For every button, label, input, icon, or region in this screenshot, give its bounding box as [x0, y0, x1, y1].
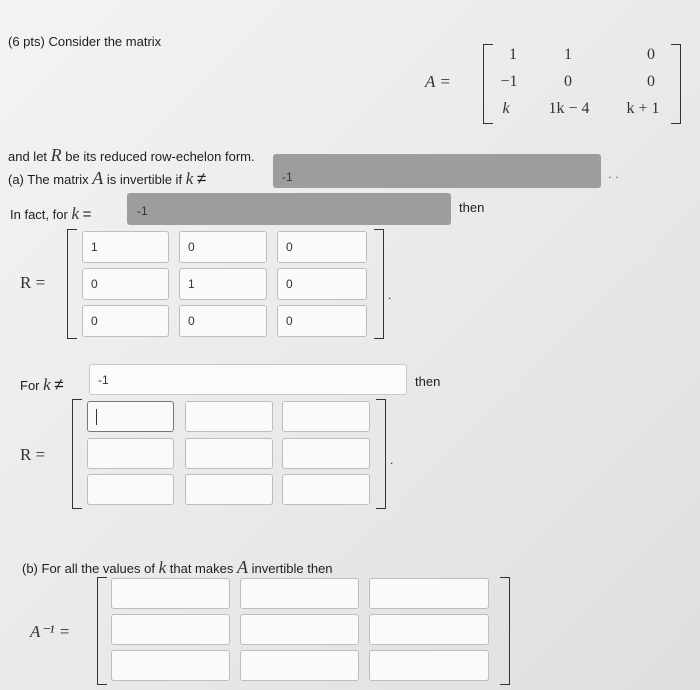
part-b-pre: (b) For all the values of — [22, 561, 155, 576]
part-a-line2-pre: In fact, for — [10, 207, 68, 222]
matrix-a-cell: 0 — [647, 46, 655, 63]
part-a-line1-trail: . . — [608, 166, 619, 181]
rref-sentence-post: be its reduced row-echelon form. — [65, 149, 255, 164]
matrix-a-right-bracket — [671, 44, 681, 124]
inverse-left-bracket — [97, 577, 107, 685]
matrix-a-cell: 0 — [564, 73, 572, 90]
r1-cell[interactable]: 0 — [82, 305, 169, 337]
matrix-a-cell: 0 — [647, 73, 655, 90]
r2-cell[interactable] — [87, 474, 174, 505]
answer-k-singular-value: -1 — [137, 204, 148, 218]
matrix-a-cell: −1 — [500, 73, 518, 90]
matrix-a-cell: k + 1 — [626, 100, 660, 117]
r1-cell[interactable]: 0 — [179, 305, 267, 337]
r2-period: . — [390, 453, 394, 467]
r2-cell-active[interactable] — [87, 401, 174, 432]
r2-label: R = — [20, 445, 46, 464]
r2-cell[interactable] — [282, 474, 370, 505]
part-a-line3 — [20, 375, 64, 395]
var-k: k — [185, 169, 194, 188]
r1-cell[interactable]: 0 — [277, 305, 367, 337]
neq-symbol: ≠ — [196, 169, 207, 188]
r1-cell[interactable]: 1 — [82, 231, 169, 263]
r2-left-bracket — [72, 399, 82, 509]
r2-cell[interactable] — [282, 401, 370, 432]
var-r: R — [50, 145, 62, 165]
r2-cell[interactable] — [185, 474, 273, 505]
inverse-right-bracket — [500, 577, 510, 685]
inverse-cell[interactable] — [111, 650, 230, 681]
inverse-cell[interactable] — [240, 650, 359, 681]
var-a: A — [92, 168, 104, 188]
part-a-line2 — [10, 204, 91, 224]
matrix-a-label: A = — [425, 72, 451, 91]
r1-cell[interactable]: 0 — [277, 231, 367, 263]
inverse-cell[interactable] — [111, 614, 230, 645]
r1-cell[interactable]: 0 — [82, 268, 169, 300]
neq-symbol: ≠ — [54, 375, 64, 394]
then-label: then — [459, 200, 485, 215]
r2-right-bracket — [376, 399, 386, 509]
var-k: k — [71, 204, 79, 223]
r2-cell[interactable] — [185, 438, 273, 469]
inverse-cell[interactable] — [369, 578, 489, 609]
matrix-a-cell: 1k − 4 — [548, 100, 590, 117]
inverse-label: A⁻¹ = — [30, 622, 71, 641]
part-b-mid: that makes — [169, 561, 234, 576]
part-b-text — [22, 557, 333, 578]
matrix-a-cell: 1 — [509, 46, 517, 63]
var-k: k — [158, 558, 167, 577]
rref-sentence-pre: and let — [8, 149, 48, 164]
r1-label: R = — [20, 273, 46, 292]
answer-k-invertible-field[interactable] — [273, 154, 601, 188]
matrix-a-left-bracket — [483, 44, 493, 124]
then-label: then — [415, 374, 441, 389]
part-a-line1-mid: is invertible if — [106, 172, 183, 187]
r2-cell[interactable] — [185, 401, 273, 432]
r1-cell[interactable]: 1 — [179, 268, 267, 300]
inverse-cell[interactable] — [111, 578, 230, 609]
r1-left-bracket — [67, 229, 77, 339]
inverse-cell[interactable] — [369, 650, 489, 681]
inverse-cell[interactable] — [369, 614, 489, 645]
question-header: (6 pts) Consider the matrix — [8, 34, 162, 49]
r2-cell[interactable] — [87, 438, 174, 469]
r2-cell[interactable] — [282, 438, 370, 469]
r1-right-bracket — [374, 229, 384, 339]
var-k: k — [43, 375, 51, 394]
part-a-line3-pre: For — [20, 378, 40, 393]
inverse-cell[interactable] — [240, 578, 359, 609]
rref-sentence — [8, 145, 255, 166]
answer-k-singular-field[interactable] — [127, 193, 451, 225]
part-b-post: invertible then — [251, 561, 333, 576]
part-a-line1 — [8, 168, 206, 189]
matrix-a-cell: k — [502, 100, 510, 117]
r1-cell[interactable]: 0 — [277, 268, 367, 300]
r1-period: . — [388, 288, 392, 302]
eq-symbol: = — [82, 206, 92, 223]
matrix-a-cell: 1 — [564, 46, 572, 63]
part-a-line1-pre: (a) The matrix — [8, 172, 89, 187]
r1-cell[interactable]: 0 — [179, 231, 267, 263]
var-a: A — [236, 557, 248, 577]
answer-k-other-field[interactable]: -1 — [89, 364, 407, 395]
inverse-cell[interactable] — [240, 614, 359, 645]
answer-k-invertible-value: -1 — [282, 170, 293, 184]
